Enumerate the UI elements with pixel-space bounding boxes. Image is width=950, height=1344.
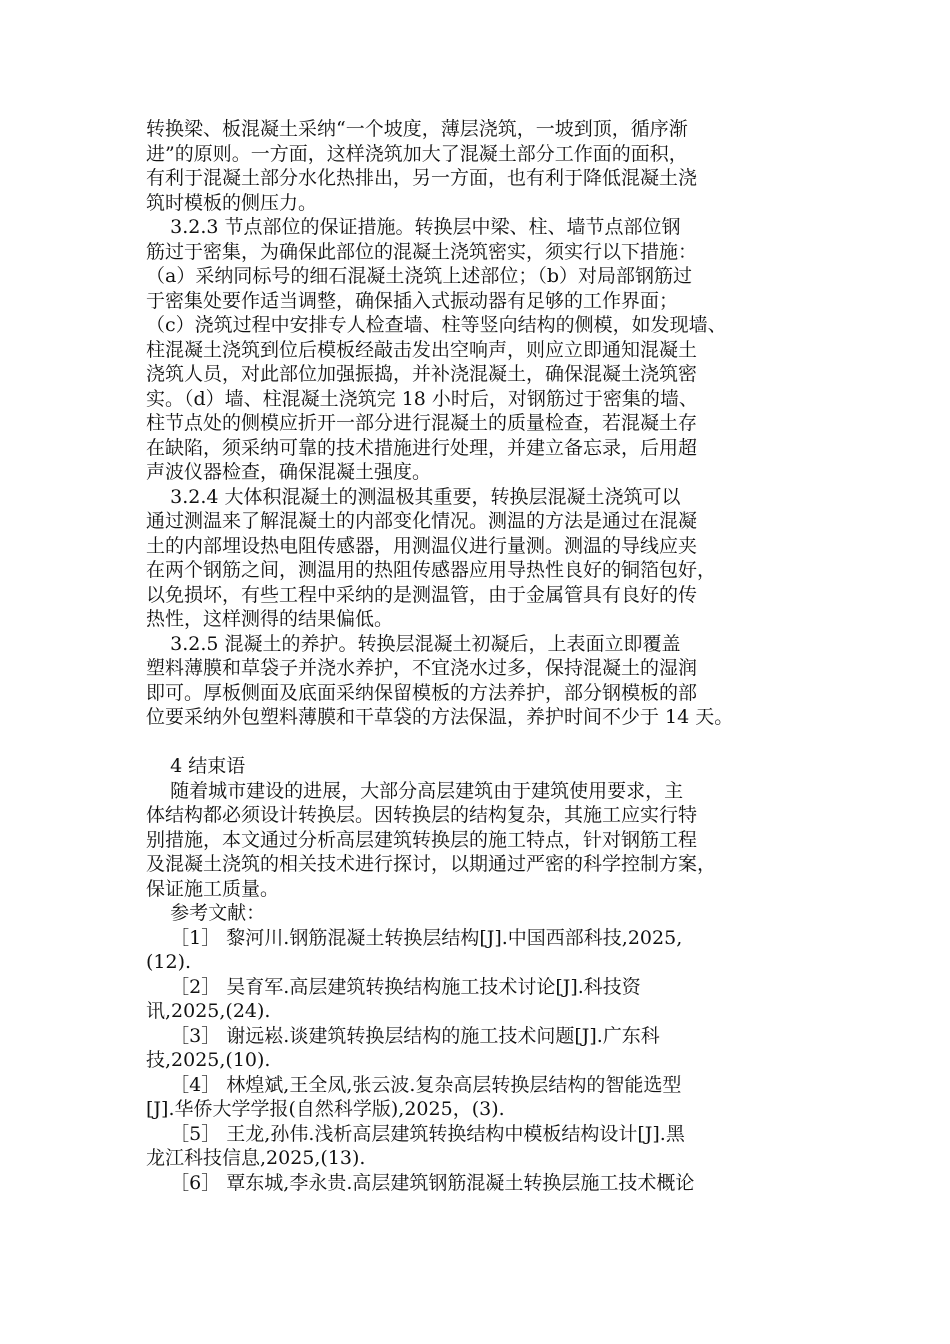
text-line: 位要采纳外包塑料薄膜和干草袋的方法保温，养护时间不少于 14 天。	[146, 706, 734, 728]
section-3-2-5-line: 3.2.5 混凝土的养护。转换层混凝土初凝后，上表面立即覆盖	[146, 632, 681, 655]
text-line: 即可。厚板侧面及底面采纳保留模板的方法养护，部分钢模板的部	[146, 681, 698, 704]
section-4-heading: 4 结束语	[146, 755, 246, 777]
text-line: 保证施工质量。	[146, 877, 280, 900]
text-line: 浇筑人员，对此部位加强振捣，并补浇混凝土，确保混凝土浇筑密	[146, 363, 698, 385]
reference-3: ［3］ 谢远崧.谈建筑转换层结构的施工技术问题[J].广东科	[146, 1024, 660, 1047]
text-line: 进”的原则。一方面，这样浇筑加大了混凝土部分工作面的面积，	[146, 142, 688, 165]
text-line: 塑料薄膜和草袋子并浇水养护，不宜浇水过多，保持混凝土的湿润	[146, 657, 698, 679]
text-line: 随着城市建设的进展，大部分高层建筑由于建筑使用要求，主	[146, 779, 684, 802]
reference-5-cont: 龙江科技信息,2025,(13).	[146, 1147, 366, 1169]
text-line: 体结构都必须设计转换层。因转换层的结构复杂，其施工应实行特	[146, 804, 698, 826]
blank-line	[146, 730, 816, 755]
reference-5: ［5］ 王龙,孙伟.浅析高层建筑转换结构中模板结构设计[J].黑	[146, 1122, 685, 1145]
reference-3-cont: 技,2025,(10).	[146, 1049, 271, 1071]
text-line: 实。（d）墙、柱混凝土浇筑完 18 小时后，对钢筋过于密集的墙、	[146, 387, 698, 410]
references-heading: 参考文献：	[146, 902, 266, 924]
text-line: 土的内部埋设热电阻传感器，用测温仪进行量测。测温的导线应夹	[146, 534, 698, 557]
text-line: 在缺陷，须采纳可靠的技术措施进行处理，并建立备忘录，后用超	[146, 436, 698, 459]
text-line: 及混凝土浇筑的相关技术进行探讨，以期通过严密的科学控制方案，	[146, 853, 717, 875]
text-line: 筋过于密集，为确保此部位的混凝土浇筑密实，须实行以下措施：	[146, 240, 698, 263]
text-line: （c）浇筑过程中安排专人检查墙、柱等竖向结构的侧模，如发现墙、	[146, 314, 727, 336]
text-line: 通过测温来了解混凝土的内部变化情况。测温的方法是通过在混凝	[146, 510, 698, 532]
text-line: 转换梁、板混凝土采纳“一个坡度，薄层浇筑，一坡到顶，循序渐	[146, 118, 688, 140]
text-line: 别措施，本文通过分析高层建筑转换层的施工特点，针对钢筋工程	[146, 828, 698, 851]
text-line: 柱节点处的侧模应折开一部分进行混凝土的质量检查，若混凝土存	[146, 412, 698, 434]
text-line: 热性，这样测得的结果偏低。	[146, 608, 394, 630]
text-line: 声波仪器检查，确保混凝土强度。	[146, 461, 432, 483]
reference-4-cont: [J].华侨大学学报(自然科学版),2025，(3).	[146, 1098, 505, 1120]
document-body	[146, 117, 816, 1195]
text-line: 以免损坏，有些工程中采纳的是测温管，由于金属管具有良好的传	[146, 583, 698, 606]
reference-2-cont: 讯,2025,(24).	[146, 1000, 271, 1022]
text-line: 于密集处要作适当调整，确保插入式振动器有足够的工作界面；	[146, 289, 679, 312]
reference-2: ［2］ 吴育军.高层建筑转换结构施工技术讨论[J].科技资	[146, 975, 641, 998]
reference-1: ［1］ 黎河川.钢筋混凝土转换层结构[J].中国西部科技,2025,	[146, 926, 683, 949]
reference-4: ［4］ 林煌斌,王全凤,张云波.复杂高层转换层结构的智能选型	[146, 1073, 682, 1096]
reference-6: ［6］ 覃东城,李永贵.高层建筑钢筋混凝土转换层施工技术概论	[146, 1171, 695, 1194]
text-line: 筑时模板的侧压力。	[146, 191, 318, 214]
text-line: 在两个钢筋之间，测温用的热阻传感器应用导热性良好的铜箔包好，	[146, 559, 717, 581]
text-line: 有利于混凝土部分水化热排出，另一方面，也有利于降低混凝土浇	[146, 167, 698, 189]
reference-1-cont: (12).	[146, 951, 192, 973]
section-3-2-4-line: 3.2.4 大体积混凝土的测温极其重要，转换层混凝土浇筑可以	[146, 485, 681, 508]
text-line: （a）采纳同标号的细石混凝土浇筑上述部位；（b）对局部钢筋过	[146, 265, 692, 287]
text-line: 柱混凝土浇筑到位后模板经敲击发出空响声，则应立即通知混凝土	[146, 338, 698, 361]
section-3-2-3-line: 3.2.3 节点部位的保证措施。转换层中梁、柱、墙节点部位钢	[146, 216, 681, 238]
